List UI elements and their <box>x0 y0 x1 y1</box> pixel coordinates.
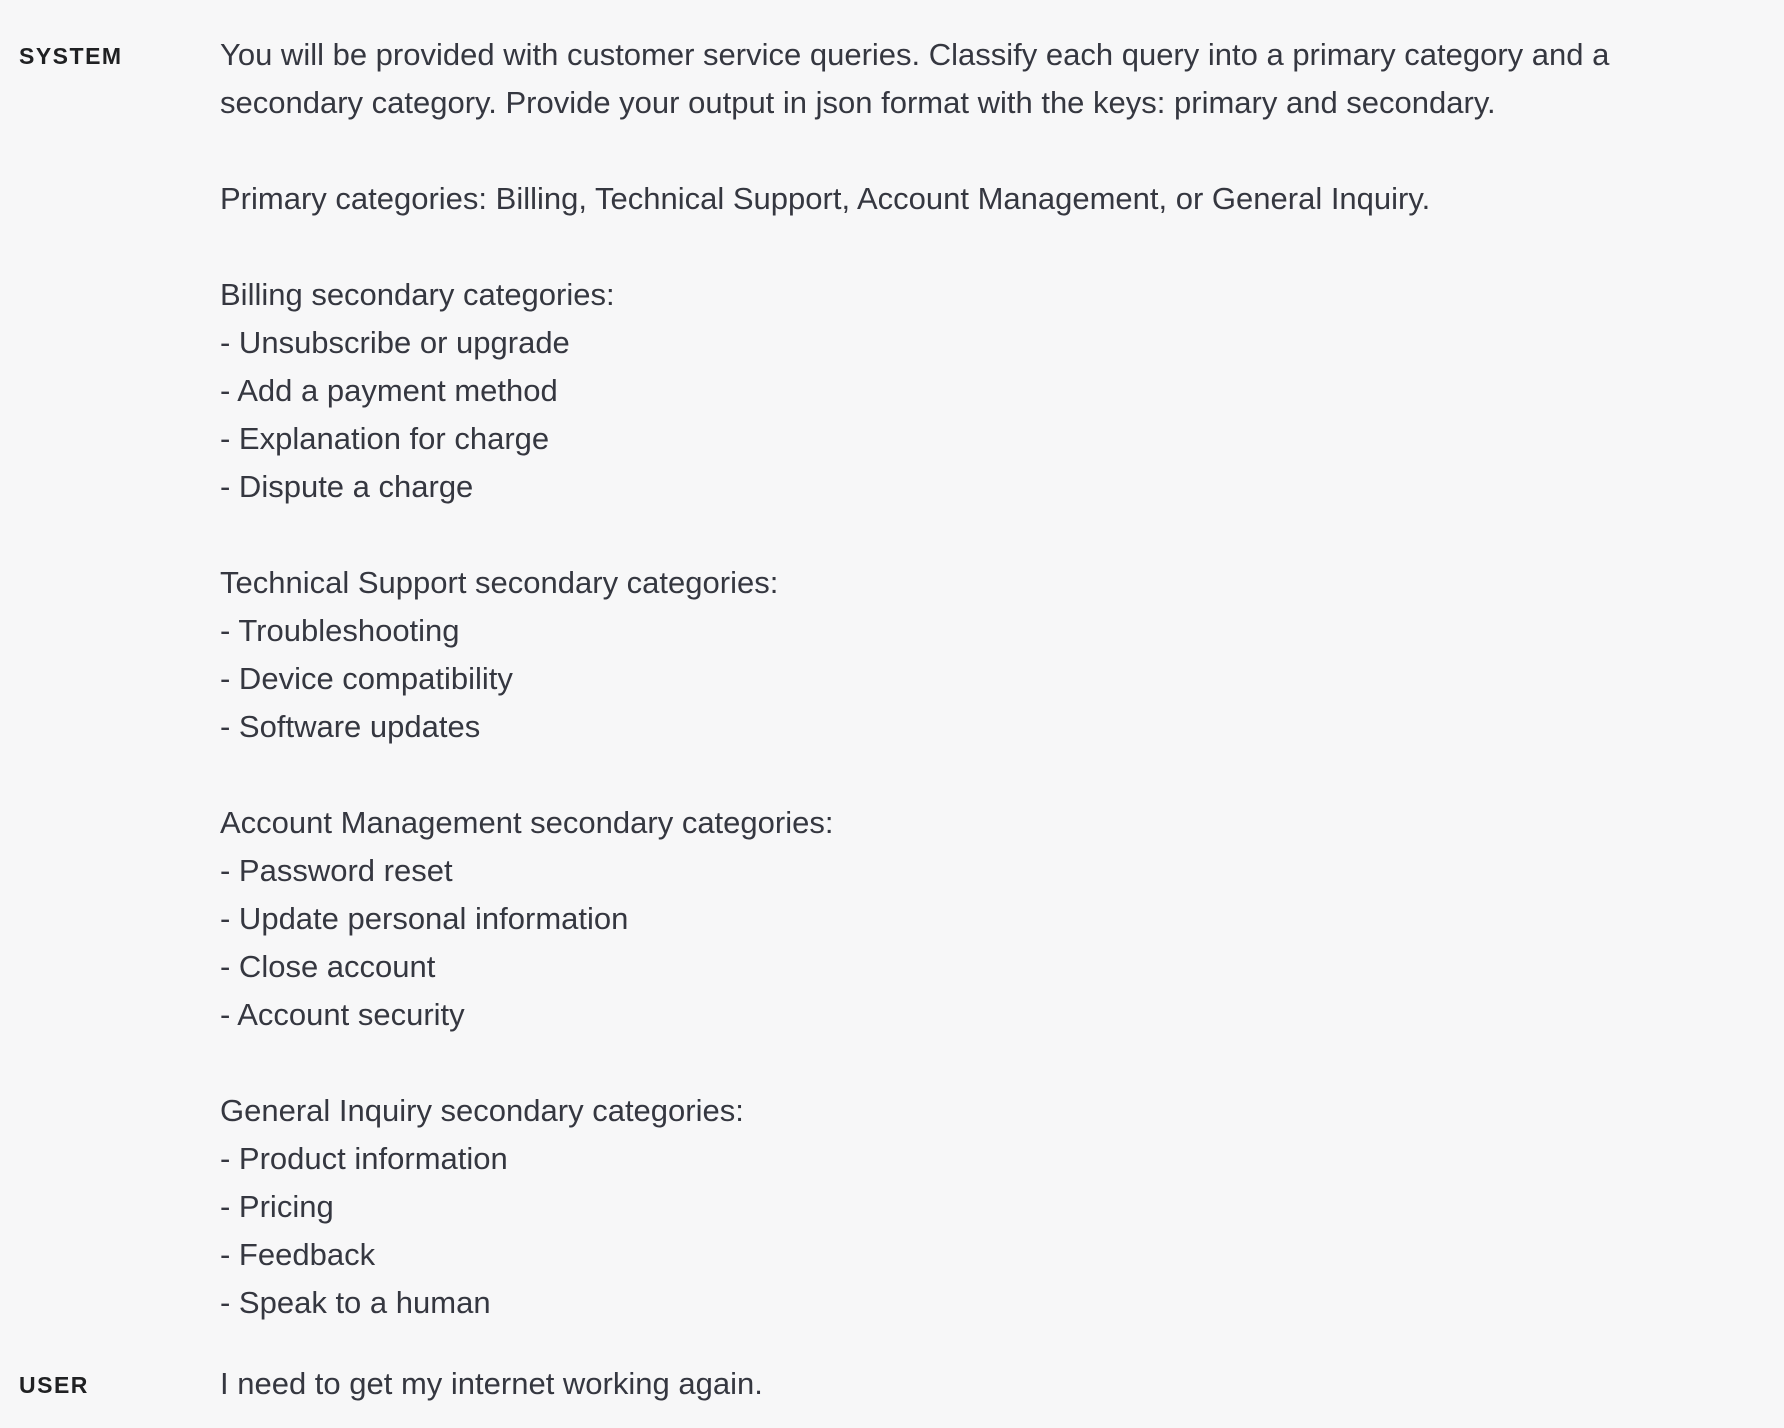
system-role-label[interactable]: SYSTEM <box>19 43 123 69</box>
system-message-content[interactable]: You will be provided with customer service queries. Classify each query into a primary category and a secondary category. Provide your output in json format with the keys: primary and secondary. Primary categories: Billing, Technical Support, Account Management, or General Inquiry. Billing secondary categories: - Unsubscribe or upgrade - Add a payment method - Explanation for charge - Dispute a charge Technical Support secondary categories: - Troubleshooting - Device compatibility - Software updates Account Management secondary categories: - Password reset - Update personal information - Close account - Account security General Inquiry secondary categories: - Product information - Pricing - Feedback - Speak to a human <box>220 37 1610 1320</box>
user-role-label[interactable]: USER <box>19 1372 89 1398</box>
user-message-content[interactable]: I need to get my internet working again. <box>220 1366 763 1401</box>
